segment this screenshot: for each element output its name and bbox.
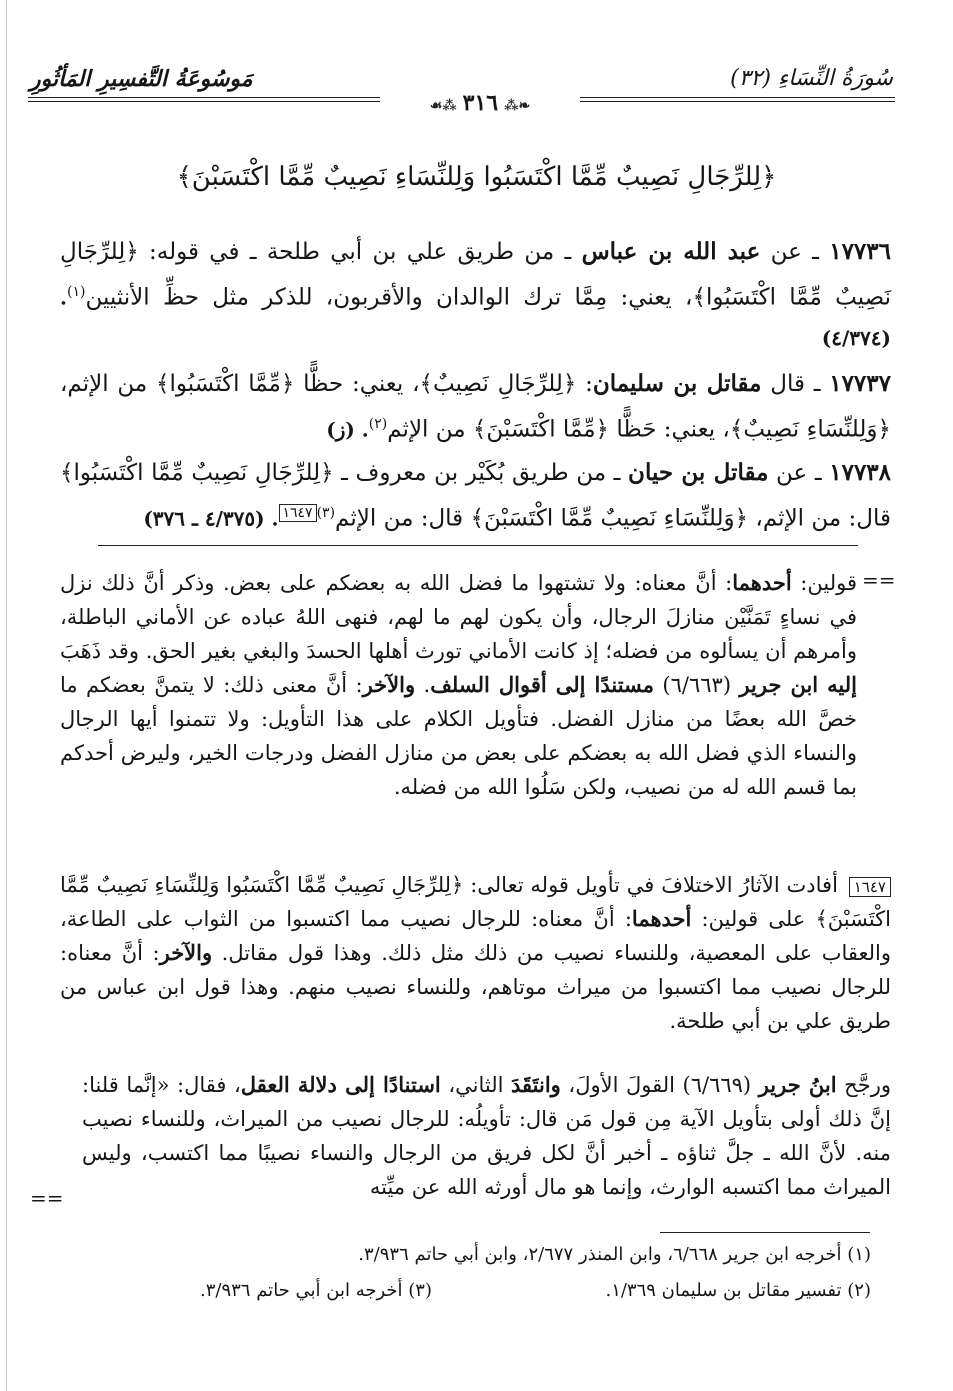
ornament-icon: ❧⁂ [504,98,531,114]
page-number: ٣١٦ [462,90,499,116]
commentary-text: قولين: [791,571,857,595]
commentary-text: الثاني، [440,1073,512,1097]
commentary-text: : أنَّ معنى ذلك: لا يتمنَّ بعضكم ما خصَّ الله بعضًا من منازل الفضل. فتأويل الكلام على هذا التأويل: ولا تتمنوا أيها الرجال والنساء الذي فضل الله به بعضكم على بعض من منازل الفضل ودرجات الخير، وليرض أحدكم بما قسم الله له من نصيب، ولكن سَلُوا الله من فضله. [60,673,857,799]
commentary-emphasis: أحدهما [732,570,792,595]
continuation-mark: == [862,568,896,592]
footnote-ref: (٣) [316,505,336,521]
commentary-text: : أنَّ معناه: للرجال نصيب مما اكتسبوا من ميراث موتاهم، وللنساء نصيب منهم. وهذا قول ابن عباس من طريق علي بن أبي طلحة. [60,941,891,1033]
scan-edge-line [6,0,7,1391]
entry-number: ١٧٧٣٦ [829,238,891,265]
entry-number: ١٧٧٣٨ [829,459,892,486]
commentary-text: أفادت الآثارُ الاختلافَ في تأويل قوله تعالى: ﴿لِلرِّجَالِ نَصِيبٌ مِّمَّا اكْتَسَبُوا وَلِلنِّسَاءِ نَصِيبٌ مِّمَّا اكْتَسَبْنَ﴾ على قولين: [60,873,891,931]
footnote-ref: (٢) [368,416,388,432]
entry-text: ـ عن [768,460,830,486]
ornament-icon: ⁂☙ [429,98,457,114]
running-header-book-title: مَوسُوعَةُ التَّفسِيرِ المَأثُورِ [30,66,253,92]
page-number-block [370,90,590,116]
commentary-emphasis: والآخر [159,940,213,965]
commentary-text: (٦/٦٦٩) القولَ الأولَ، [560,1073,759,1097]
commentary-emphasis: استنادًا إلى دلالة العقل [240,1072,441,1097]
commentary-number-box: ١٦٤٧ [849,877,891,897]
commentary-emphasis: مستندًا إلى أقوال السلف [430,672,655,697]
narration-entry [60,453,891,539]
narration-entry [60,232,891,358]
commentary-text: : أنَّ معناه: ولا تشتهوا ما فضل الله به بعضكم على بعض. وذكر أنَّ ذلك نزل في نساءٍ تَمَنَّيْن منازلَ الرجال، وأن يكون لهم ما لهم، فنهى اللهُ عباده عن الأماني الباطلة، وأمرهم أن يسألوه من فضله؛ إذ كانت الأماني تورث أهلها الحسدَ والبغي بغير الحق. وقد ذَهَبَ [60,571,857,663]
narrator-name: عبد الله بن عباس [581,238,761,265]
narrator-name: مقاتل بن حيان [628,459,769,486]
narrator-name: مقاتل بن سليمان [592,370,762,397]
source-reference: . (٤/٣٧٥ ـ ٣٧٦) [143,506,279,531]
commentary-emphasis: والآخر [362,672,416,697]
entry-text: ـ من طريق بُكَيْر بن معروف ـ ﴿لِلرِّجَالِ نَصِيبٌ مِّمَّا اكْتَسَبُوا﴾ قال: من الإثم، ﴿وَلِلنِّسَاءِ نَصِيبٌ مِّمَّا اكْتَسَبْنَ﴾ قال: من الإثم [60,460,891,532]
commentary-emphasis: ابنُ جرير [758,1072,837,1097]
footnote-separator [660,1232,870,1233]
verse-heading: ﴿لِلرِّجَالِ نَصِيبٌ مِّمَّا اكْتَسَبُوا وَلِلنِّسَاءِ نَصِيبٌ مِّمَّا اكْتَسَبْنَ﴾ [176,162,777,192]
footnote-2: (٢) تفسير مقاتل بن سليمان ١/٣٦٩. [605,1280,871,1301]
source-reference: . (٤/٣٧٤) [60,285,891,350]
commentary-paragraph [60,566,857,804]
commentary-paragraph [60,868,891,1038]
footnote-ref: (١) [66,284,86,300]
footnote-1: (١) أخرجه ابن جرير ٦/٦٦٨، وابن المنذر ٢/٦٧٧، وابن أبي حاتم ٣/٩٣٦. [358,1244,871,1265]
entry-text: ـ من طريق علي بن أبي طلحة ـ في قوله: ﴿لِلرِّجَالِ نَصِيبٌ مِّمَّا اكْتَسَبُوا﴾، يعني: مِمَّا ترك الوالدان والأقربون، للذكر مثل حظِّ الأنثيين [60,239,891,311]
commentary-text: : أنَّ معناه: للرجال نصيب مما اكتسبوا من الثواب على الطاعة، والعقاب على المعصية، وللنساء نصيب من ذلك مثل ذلك. وهذا قول مقاتل. [60,907,892,965]
commentary-note-marker: ١٦٤٧ [279,504,317,522]
commentary-separator [98,545,858,546]
commentary-text: (٦/٦٦٣) [654,673,740,697]
entry-text: : ﴿لِلرِّجَالِ نَصِيبٌ﴾، يعني: حظًّا ﴿مِّمَّا اكْتَسَبُوا﴾ من الإثم، ﴿وَلِلنِّسَاءِ نَصِيبٌ﴾، يعني: حَظًّا ﴿مِّمَّا اكْتَسَبْنَ﴾ من الإثم [60,371,891,443]
continuation-mark: == [30,1186,64,1210]
commentary-text: ، فقال: «إنَّما قلنا: إنَّ ذلك أولى بتأويل الآية مِن قول مَن قال: تأويلُه: للرجال نصيب من الميراث، وللنساء نصيب منه. لأنَّ الله ـ جلَّ ثناؤه ـ أخبر أنَّ لكل فريق من الرجال والنساء نصيبًا مما اكتسب، وليس الميراث مما اكتسبه الوارث، وإنما هو مال أورثه الله عن ميِّته [82,1073,891,1199]
commentary-text: ورجَّح [836,1073,891,1097]
commentary-emphasis: وانتَقَدَ [511,1072,561,1097]
commentary-paragraph [82,1068,891,1204]
footnote-3: (٣) أخرجه ابن أبي حاتم ٣/٩٣٦. [200,1280,432,1301]
commentary-text: . [415,673,431,697]
commentary-emphasis: أحدهما [631,906,692,931]
entry-text: ـ قال [761,371,830,397]
running-header-surah: سُورَةُ النِّسَاءِ (٣٢) [730,66,893,91]
narration-entry [60,364,891,450]
source-reference: . (ز) [326,417,369,442]
entry-number: ١٧٧٣٧ [829,370,891,397]
entry-text: ـ عن [760,239,830,265]
commentary-emphasis: إليه ابن جرير [739,672,857,697]
